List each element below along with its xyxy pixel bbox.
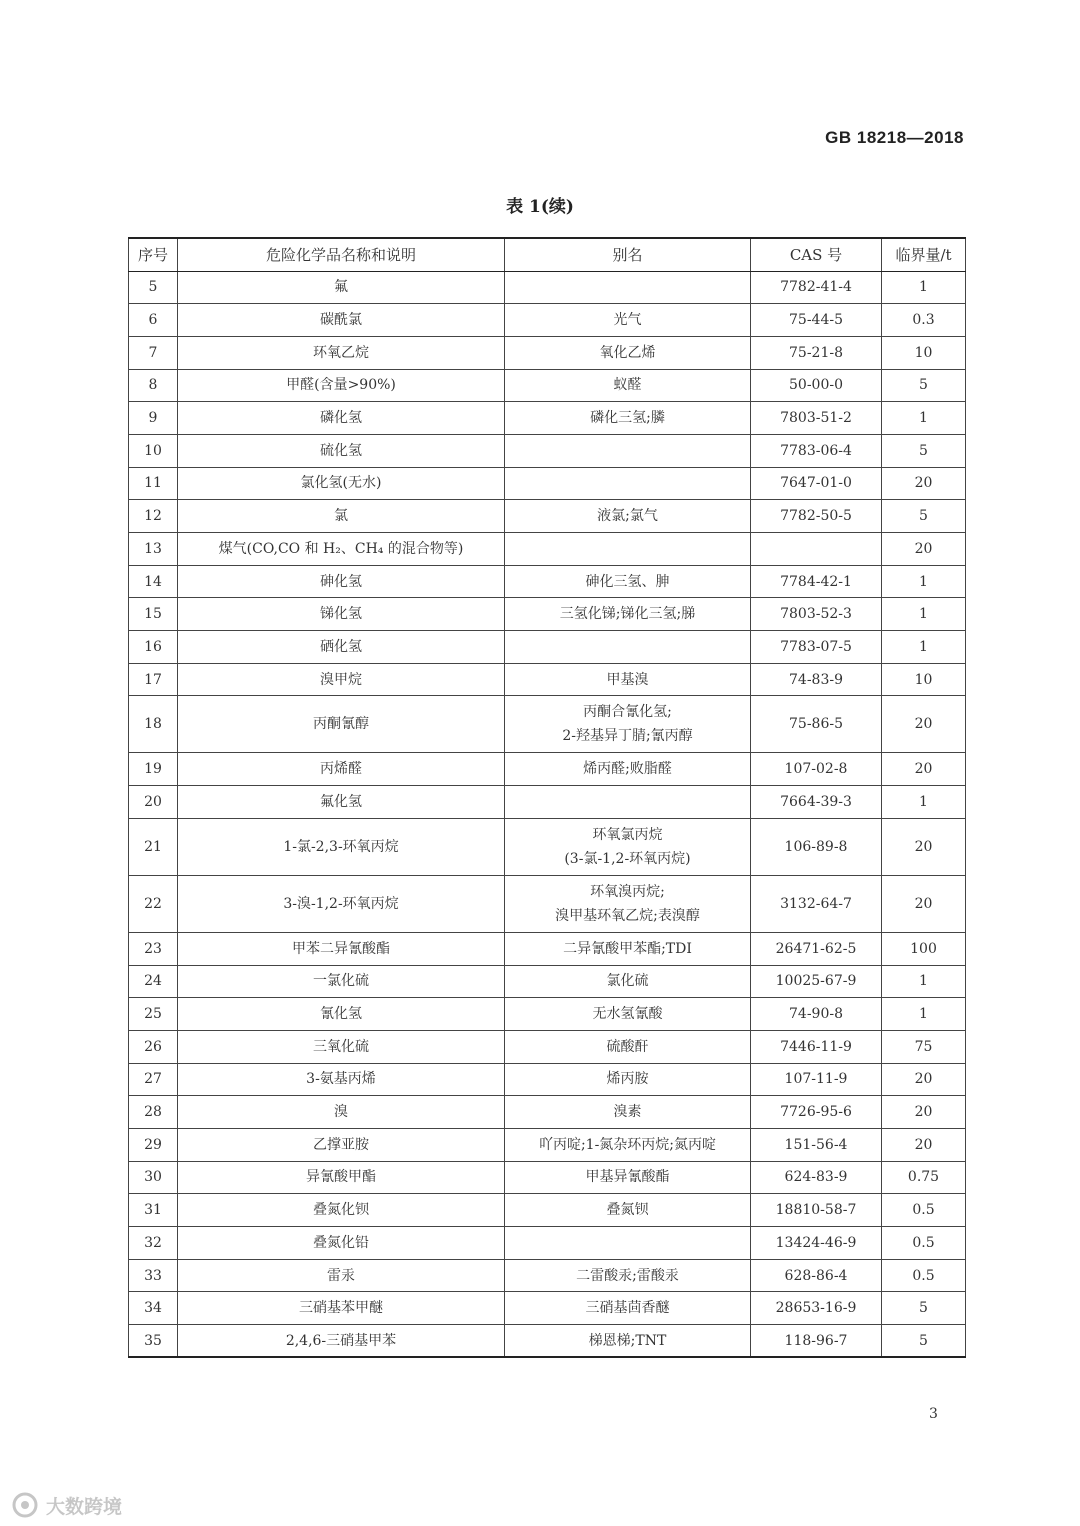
cell-cas: 106-89-8 xyxy=(751,818,882,875)
table-row xyxy=(129,1194,966,1227)
cell-cas: 74-83-9 xyxy=(751,663,882,696)
cell-alias xyxy=(505,631,751,664)
table-row xyxy=(129,434,966,467)
table-row xyxy=(129,818,966,875)
cell-threshold: 0.5 xyxy=(882,1227,966,1260)
cell-cas: 151-56-4 xyxy=(751,1128,882,1161)
cell-alias: 三氢化锑;锑化三氢;䏲 xyxy=(505,598,751,631)
cell-name: 氟 xyxy=(178,271,505,304)
cell-threshold: 5 xyxy=(882,500,966,533)
cell-no: 6 xyxy=(129,304,178,337)
cell-alias xyxy=(505,1227,751,1260)
table-row xyxy=(129,1161,966,1194)
cell-no: 34 xyxy=(129,1292,178,1325)
cell-alias xyxy=(505,271,751,304)
cell-threshold: 75 xyxy=(882,1030,966,1063)
cell-no: 35 xyxy=(129,1325,178,1358)
cell-name: 3-氨基丙烯 xyxy=(178,1063,505,1096)
cell-alias: 三硝基茴香醚 xyxy=(505,1292,751,1325)
cell-cas: 75-44-5 xyxy=(751,304,882,337)
cell-cas: 107-11-9 xyxy=(751,1063,882,1096)
cell-no: 30 xyxy=(129,1161,178,1194)
cell-no: 19 xyxy=(129,753,178,786)
cell-name: 甲苯二异氰酸酯 xyxy=(178,932,505,965)
cell-name: 叠氮化钡 xyxy=(178,1194,505,1227)
cell-alias: 甲基异氰酸酯 xyxy=(505,1161,751,1194)
cell-cas: 18810-58-7 xyxy=(751,1194,882,1227)
cell-threshold: 20 xyxy=(882,818,966,875)
cell-name: 氯 xyxy=(178,500,505,533)
cell-no: 16 xyxy=(129,631,178,664)
cell-alias: 甲基溴 xyxy=(505,663,751,696)
cell-threshold: 1 xyxy=(882,786,966,819)
cell-no: 9 xyxy=(129,402,178,435)
cell-name: 环氧乙烷 xyxy=(178,336,505,369)
cell-threshold: 1 xyxy=(882,631,966,664)
cell-cas: 7803-51-2 xyxy=(751,402,882,435)
cell-alias xyxy=(505,533,751,566)
cell-cas: 74-90-8 xyxy=(751,998,882,1031)
cell-no: 32 xyxy=(129,1227,178,1260)
cell-alias: 液氯;氯气 xyxy=(505,500,751,533)
cell-threshold: 1 xyxy=(882,998,966,1031)
table-row xyxy=(129,1292,966,1325)
cell-name: 砷化氢 xyxy=(178,565,505,598)
table-header-row xyxy=(129,238,966,271)
cell-name: 雷汞 xyxy=(178,1259,505,1292)
cell-no: 24 xyxy=(129,965,178,998)
cell-name: 甲醛(含量>90%) xyxy=(178,369,505,402)
cell-no: 5 xyxy=(129,271,178,304)
table-row xyxy=(129,696,966,753)
table-row xyxy=(129,786,966,819)
cell-threshold: 20 xyxy=(882,1063,966,1096)
cell-cas: 7664-39-3 xyxy=(751,786,882,819)
cell-name: 异氰酸甲酯 xyxy=(178,1161,505,1194)
cell-alias: 二雷酸汞;雷酸汞 xyxy=(505,1259,751,1292)
column-header-no: 序号 xyxy=(129,238,178,271)
cell-cas xyxy=(751,533,882,566)
cell-threshold: 5 xyxy=(882,434,966,467)
cell-alias-line: 环氧溴丙烷; xyxy=(590,883,665,900)
cell-threshold: 10 xyxy=(882,663,966,696)
cell-alias: 氧化乙烯 xyxy=(505,336,751,369)
cell-name: 磷化氢 xyxy=(178,402,505,435)
table-row xyxy=(129,598,966,631)
watermark-text: 大数跨境 xyxy=(46,1495,123,1518)
cell-no: 21 xyxy=(129,818,178,875)
cell-alias: 叠氮钡 xyxy=(505,1194,751,1227)
cell-alias: 烯丙胺 xyxy=(505,1063,751,1096)
cell-name: 丙烯醛 xyxy=(178,753,505,786)
cell-no: 12 xyxy=(129,500,178,533)
cell-no: 18 xyxy=(129,696,178,753)
cell-cas: 7784-42-1 xyxy=(751,565,882,598)
cell-threshold: 10 xyxy=(882,336,966,369)
table-row xyxy=(129,1128,966,1161)
page-number: 3 xyxy=(929,1406,938,1422)
cell-threshold: 20 xyxy=(882,875,966,932)
cell-threshold: 20 xyxy=(882,1096,966,1129)
watermark xyxy=(10,1490,122,1520)
cell-alias: 吖丙啶;1-氮杂环丙烷;氮丙啶 xyxy=(505,1128,751,1161)
cell-no: 27 xyxy=(129,1063,178,1096)
cell-name: 三氧化硫 xyxy=(178,1030,505,1063)
cell-name: 硒化氢 xyxy=(178,631,505,664)
cell-cas: 628-86-4 xyxy=(751,1259,882,1292)
table-row xyxy=(129,1096,966,1129)
watermark-logo-icon xyxy=(10,1490,40,1520)
cell-threshold: 5 xyxy=(882,369,966,402)
cell-cas: 13424-46-9 xyxy=(751,1227,882,1260)
cell-name: 三硝基苯甲醚 xyxy=(178,1292,505,1325)
cell-cas: 7783-06-4 xyxy=(751,434,882,467)
cell-name: 溴 xyxy=(178,1096,505,1129)
cell-cas: 10025-67-9 xyxy=(751,965,882,998)
cell-alias-line: (3-氯-1,2-环氧丙烷) xyxy=(564,850,691,867)
hazardous-chemicals-table xyxy=(128,237,966,1358)
cell-alias: 烯丙醛;败脂醛 xyxy=(505,753,751,786)
table-row xyxy=(129,565,966,598)
table-row xyxy=(129,271,966,304)
cell-name: 氟化氢 xyxy=(178,786,505,819)
column-header-threshold: 临界量/t xyxy=(882,238,966,271)
cell-no: 28 xyxy=(129,1096,178,1129)
cell-name: 1-氯-2,3-环氧丙烷 xyxy=(178,818,505,875)
cell-threshold: 0.5 xyxy=(882,1194,966,1227)
table-row xyxy=(129,875,966,932)
table-body xyxy=(129,271,966,1357)
table-row xyxy=(129,965,966,998)
cell-no: 7 xyxy=(129,336,178,369)
cell-no: 29 xyxy=(129,1128,178,1161)
cell-threshold: 20 xyxy=(882,1128,966,1161)
table-title: 表 1(续) xyxy=(506,197,574,217)
cell-alias xyxy=(505,467,751,500)
cell-no: 11 xyxy=(129,467,178,500)
cell-name: 碳酰氯 xyxy=(178,304,505,337)
cell-name: 一氯化硫 xyxy=(178,965,505,998)
cell-alias: 无水氢氰酸 xyxy=(505,998,751,1031)
cell-alias xyxy=(505,818,751,875)
cell-threshold: 0.5 xyxy=(882,1259,966,1292)
cell-threshold: 5 xyxy=(882,1292,966,1325)
cell-name: 氰化氢 xyxy=(178,998,505,1031)
cell-no: 22 xyxy=(129,875,178,932)
cell-name: 硫化氢 xyxy=(178,434,505,467)
cell-alias: 砷化三氢、胂 xyxy=(505,565,751,598)
cell-no: 25 xyxy=(129,998,178,1031)
cell-alias: 溴素 xyxy=(505,1096,751,1129)
cell-cas: 28653-16-9 xyxy=(751,1292,882,1325)
cell-cas: 75-21-8 xyxy=(751,336,882,369)
cell-cas: 75-86-5 xyxy=(751,696,882,753)
table-row xyxy=(129,500,966,533)
table-row xyxy=(129,336,966,369)
table-row xyxy=(129,1325,966,1358)
cell-cas: 7726-95-6 xyxy=(751,1096,882,1129)
cell-alias: 光气 xyxy=(505,304,751,337)
table-row xyxy=(129,631,966,664)
cell-cas: 118-96-7 xyxy=(751,1325,882,1358)
cell-no: 23 xyxy=(129,932,178,965)
cell-name: 叠氮化铅 xyxy=(178,1227,505,1260)
table-row xyxy=(129,467,966,500)
cell-threshold: 0.75 xyxy=(882,1161,966,1194)
cell-cas: 3132-64-7 xyxy=(751,875,882,932)
cell-alias xyxy=(505,434,751,467)
cell-threshold: 0.3 xyxy=(882,304,966,337)
cell-name: 丙酮氰醇 xyxy=(178,696,505,753)
cell-cas: 7782-50-5 xyxy=(751,500,882,533)
cell-name: 锑化氢 xyxy=(178,598,505,631)
table-row xyxy=(129,1030,966,1063)
standard-code: GB 18218—2018 xyxy=(825,128,964,147)
cell-threshold: 1 xyxy=(882,598,966,631)
cell-alias: 磷化三氢;膦 xyxy=(505,402,751,435)
cell-threshold: 20 xyxy=(882,533,966,566)
cell-cas: 7782-41-4 xyxy=(751,271,882,304)
cell-threshold: 20 xyxy=(882,696,966,753)
table-row xyxy=(129,932,966,965)
cell-threshold: 100 xyxy=(882,932,966,965)
cell-no: 14 xyxy=(129,565,178,598)
cell-no: 26 xyxy=(129,1030,178,1063)
table-row xyxy=(129,402,966,435)
cell-threshold: 5 xyxy=(882,1325,966,1358)
cell-alias-line: 环氧氯丙烷 xyxy=(592,826,663,843)
cell-no: 31 xyxy=(129,1194,178,1227)
cell-alias: 梯恩梯;TNT xyxy=(505,1325,751,1358)
cell-no: 8 xyxy=(129,369,178,402)
cell-name: 溴甲烷 xyxy=(178,663,505,696)
cell-threshold: 20 xyxy=(882,467,966,500)
table-row xyxy=(129,369,966,402)
cell-name: 乙撑亚胺 xyxy=(178,1128,505,1161)
table-row xyxy=(129,663,966,696)
cell-alias: 二异氰酸甲苯酯;TDI xyxy=(505,932,751,965)
cell-name: 2,4,6-三硝基甲苯 xyxy=(178,1325,505,1358)
cell-name: 氯化氢(无水) xyxy=(178,467,505,500)
column-header-cas: CAS 号 xyxy=(751,238,882,271)
cell-alias: 蚁醛 xyxy=(505,369,751,402)
cell-cas: 107-02-8 xyxy=(751,753,882,786)
cell-alias-line: 2-羟基异丁腈;氰丙醇 xyxy=(562,728,693,745)
cell-alias: 硫酸酐 xyxy=(505,1030,751,1063)
column-header-alias: 别名 xyxy=(505,238,751,271)
cell-name: 煤气(CO,CO 和 H₂、CH₄ 的混合物等) xyxy=(178,533,505,566)
cell-threshold: 20 xyxy=(882,753,966,786)
table-row xyxy=(129,1227,966,1260)
cell-no: 15 xyxy=(129,598,178,631)
table-row xyxy=(129,753,966,786)
table-row xyxy=(129,1063,966,1096)
cell-cas: 624-83-9 xyxy=(751,1161,882,1194)
table-row xyxy=(129,998,966,1031)
cell-alias-line: 丙酮合氰化氢; xyxy=(583,704,672,721)
table-row xyxy=(129,533,966,566)
cell-threshold: 1 xyxy=(882,965,966,998)
cell-cas: 7803-52-3 xyxy=(751,598,882,631)
table-row xyxy=(129,1259,966,1292)
cell-cas: 7647-01-0 xyxy=(751,467,882,500)
cell-no: 33 xyxy=(129,1259,178,1292)
table-row xyxy=(129,304,966,337)
cell-threshold: 1 xyxy=(882,402,966,435)
cell-no: 13 xyxy=(129,533,178,566)
cell-alias-line: 溴甲基环氧乙烷;表溴醇 xyxy=(555,907,700,924)
column-header-name: 危险化学品名称和说明 xyxy=(178,238,505,271)
cell-alias: 氯化硫 xyxy=(505,965,751,998)
cell-cas: 26471-62-5 xyxy=(751,932,882,965)
cell-cas: 7446-11-9 xyxy=(751,1030,882,1063)
cell-alias xyxy=(505,875,751,932)
cell-no: 17 xyxy=(129,663,178,696)
cell-threshold: 1 xyxy=(882,565,966,598)
cell-cas: 7783-07-5 xyxy=(751,631,882,664)
cell-no: 20 xyxy=(129,786,178,819)
cell-cas: 50-00-0 xyxy=(751,369,882,402)
cell-name: 3-溴-1,2-环氧丙烷 xyxy=(178,875,505,932)
cell-alias xyxy=(505,786,751,819)
cell-alias xyxy=(505,696,751,753)
cell-threshold: 1 xyxy=(882,271,966,304)
cell-no: 10 xyxy=(129,434,178,467)
